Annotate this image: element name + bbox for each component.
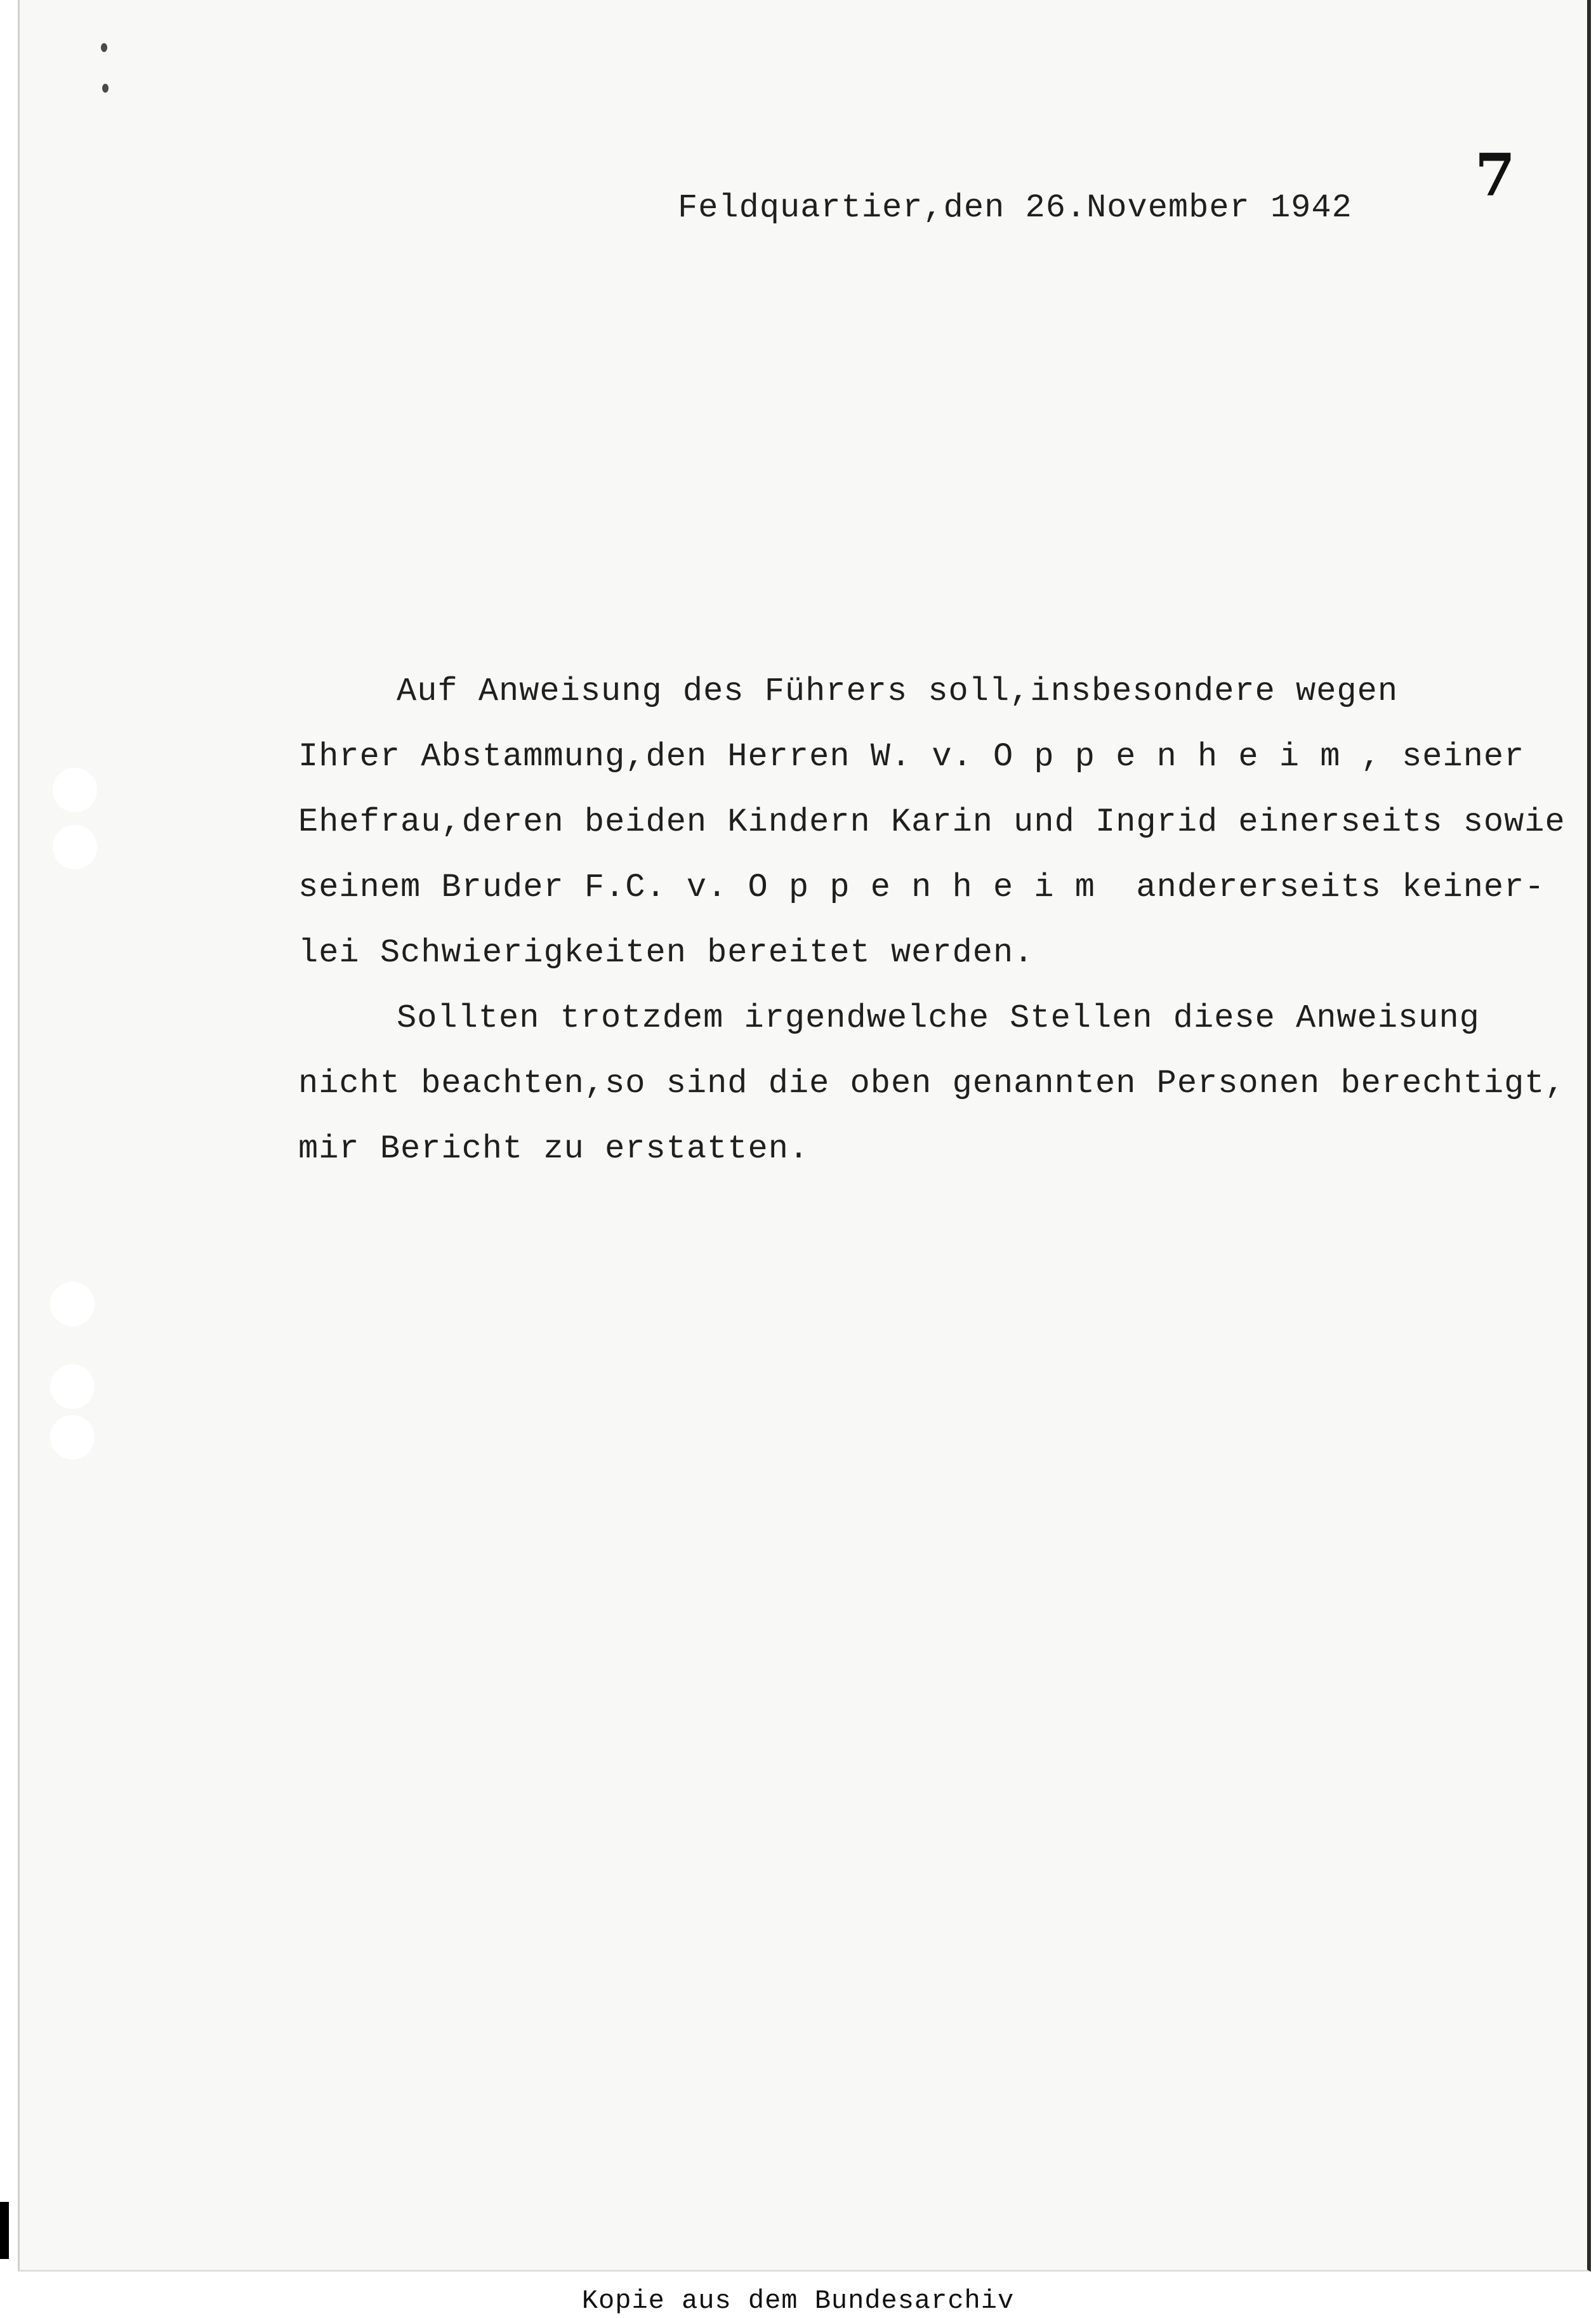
paragraph-1 (298, 659, 1566, 985)
dateline: Feldquartier,den 26.November 1942 (678, 189, 1352, 227)
punch-hole-bottom (50, 1364, 95, 1409)
letter-body (298, 659, 1566, 1182)
archive-footer: Kopie aus dem Bundesarchiv (581, 2286, 1015, 2316)
punch-hole-top (53, 768, 97, 812)
edge-mark (0, 2202, 9, 2259)
punch-hole-lower (50, 1282, 95, 1326)
punch-hole-bottom-2 (50, 1415, 95, 1459)
text-line: Ehefrau,deren beiden Kindern Karin und Ingrid einerseits sowie (298, 803, 1566, 841)
paragraph-2 (298, 985, 1566, 1182)
text-line: mir Bericht zu erstatten. (298, 1130, 810, 1168)
punch-hole-upper (53, 825, 97, 869)
text-line: Sollten trotzdem irgendwelche Stellen diese Anweisung (397, 999, 1480, 1037)
text-line: lei Schwierigkeiten bereitet werden. (298, 934, 1034, 971)
ink-speck (102, 84, 109, 93)
text-line: nicht beachten,so sind die oben genannten Personen berechtigt, (298, 1065, 1566, 1102)
text-line: Ihrer Abstammung,den Herren W. v. O p p e n h e i m , seiner (298, 738, 1525, 775)
ink-speck (101, 43, 107, 52)
page-number: 7 (1475, 141, 1516, 209)
text-line: seinem Bruder F.C. v. O p p e n h e i m andererseits keiner- (298, 869, 1545, 906)
text-line: Auf Anweisung des Führers soll,insbesondere wegen (397, 673, 1399, 710)
